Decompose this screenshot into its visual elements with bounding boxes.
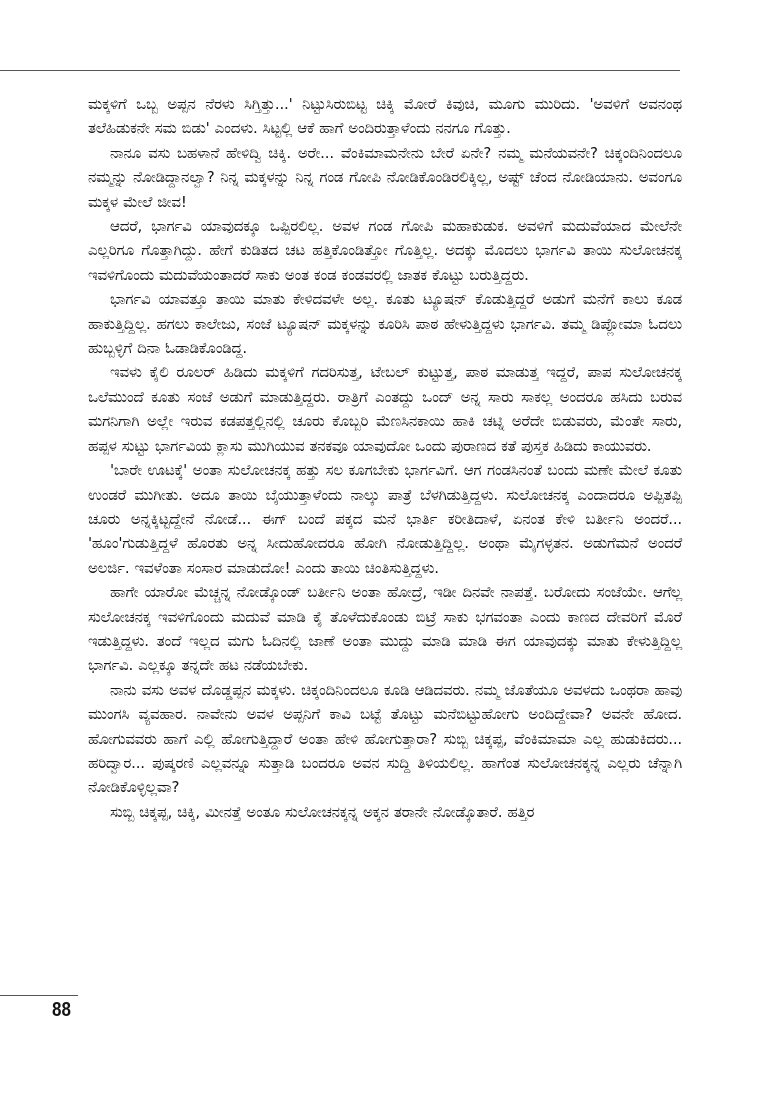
paragraph: ನಾನು ವಸು ಅವಳ ದೊಡ್ಡಪ್ಪನ ಮಕ್ಕಳು. ಚಿಕ್ಕಂದಿನಿಂದಲೂ ಕೂಡಿ ಆಡಿದವರು. ನಮ್ಮ ಜೊತೆಯೂ ಅವಳದು ಒಂಥರಾ ಹಾವು ಮುಂಗಸಿ ವ್ಯವಹಾರ. ನಾವೇನು ಅವಳ ಅಪ್ಪನಿಗೆ ಕಾವಿ ಬಟ್ಟೆ ತೊಟ್ಟು ಮನೆಬಿಟ್ಟುಹೋಗು ಅಂದಿದ್ದೇವಾ? ಅವನೇ ಹೋದ. ಹೋಗುವವರು ಹಾಗೆ ಎಲ್ಲಿ ಹೋಗುತ್ತಿದ್ದಾರೆ ಅಂತಾ ಹೇಳಿ ಹೋಗುತ್ತಾರಾ? ಸುಬ್ಬಿ ಚಿಕ್ಕಪ್ಪ, ವೆಂಕಿಮಾಮಾ ಎಲ್ಲ ಹುಡುಕಿದರು... ಹರಿದ್ವಾರ... ಪುಷ್ಕರಣಿ ಎಲ್ಲವನ್ನೂ ಸುತ್ತಾಡಿ ಬಂದರೂ ಅವನ ಸುದ್ದಿ ತಿಳಿಯಲಿಲ್ಲ. ಹಾಗೆಂತ ಸುಲೋಚನಕ್ಕನ್ನ ಎಲ್ಲರು ಚೆನ್ನಾಗಿ ನೋಡಿಕೊಳ್ಳಿಲ್ಲವಾ? [88, 680, 682, 797]
paragraph: ಇವಳು ಕೈಲಿ ರೂಲರ್ ಹಿಡಿದು ಮಕ್ಕಳಿಗೆ ಗದರಿಸುತ್ತ, ಟೇಬಲ್ ಕುಟ್ಟುತ್ತ, ಪಾಠ ಮಾಡುತ್ತ ಇದ್ದರೆ, ಪಾಪ ಸುಲೋಚನಕ್ಕ ಒಲೆಮುಂದೆ ಕೂತು ಸಂಜೆ ಅಡುಗೆ ಮಾಡುತ್ತಿದ್ದರು. ರಾತ್ರಿಗೆ ಎಂತದ್ದು ಒಂದ್ ಅನ್ನ ಸಾರು ಸಾಕಲ್ಲ ಅಂದರೂ ಹಸಿದು ಬರುವ ಮಗನಿಗಾಗಿ ಅಲ್ಲೇ ಇರುವ ಕಡಪತ್ತಲ್ಲಿನಲ್ಲಿ ಚೂರು ಕೊಬ್ಬರಿ ಮೆಣಸಿನಕಾಯಿ ಹಾಕಿ ಚಟ್ನಿ ಅರೆದೇ ಬಿಡುವರು, ಮೆಂತೇ ಸಾರು, ಹಪ್ಪಳ ಸುಟ್ಟು ಭಾರ್ಗವಿಯ ಕ್ಲಾಸು ಮುಗಿಯುವ ತನಕವೂ ಯಾವುದೋ ಒಂದು ಪುರಾಣದ ಕತೆ ಪುಸ್ತಕ ಹಿಡಿದು ಕಾಯುವರು. [88, 363, 682, 455]
paragraph: ಆದರೆ, ಭಾರ್ಗವಿ ಯಾವುದಕ್ಕೂ ಒಪ್ಪಿರಲಿಲ್ಲ. ಅವಳ ಗಂಡ ಗೋಪಿ ಮಹಾಕುಡುಕ. ಅವಳಿಗೆ ಮದುವೆಯಾದ ಮೇಲೆನೇ ಎಲ್ಲರಿಗೂ ಗೊತ್ತಾಗಿದ್ದು. ಹೇಗೆ ಕುಡಿತದ ಚಟ ಹತ್ತಿಕೊಂಡಿತ್ತೋ ಗೊತ್ತಿಲ್ಲ. ಅದಕ್ಕು ಮೊದಲು ಭಾರ್ಗವಿ ತಾಯಿ ಸುಲೋಚನಕ್ಕ ಇವಳಿಗೊಂದು ಮದುವೆಯಂತಾದರೆ ಸಾಕು ಅಂತ ಕಂಡ ಕಂಡವರಲ್ಲಿ ಜಾತಕ ಕೊಟ್ಟು ಬರುತ್ತಿದ್ದರು. [88, 217, 682, 284]
paragraph: 'ಬಾರೇ ಊಟಕ್ಕೆ' ಅಂತಾ ಸುಲೋಚನಕ್ಕ ಹತ್ತು ಸಲ ಕೂಗಬೇಕು ಭಾರ್ಗವಿಗೆ. ಆಗ ಗಂಡಸಿನಂತೆ ಬಂದು ಮಣೇ ಮೇಲೆ ಕೂತು ಉಂಡರೆ ಮುಗೀತು. ಅದೂ ತಾಯಿ ಬೈಯುತ್ತಾಳೆಂದು ನಾಲ್ಕು ಪಾತ್ರೆ ಬೆಳಗಿಡುತ್ತಿದ್ದಳು. ಸುಲೋಚನಕ್ಕ ಎಂದಾದರೂ ಅಪ್ಪಿತಪ್ಪಿ ಚೂರು ಅನ್ನಕ್ಕಿಟ್ಟದ್ದೇನೆ ನೋಡೆ... ಈಗ್ ಬಂದೆ ಪಕ್ಕದ ಮನೆ ಭಾರ್ತಿ ಕರೀತಿದಾಳೆ, ಏನಂತ ಕೇಳಿ ಬರ್ತೀನಿ ಅಂದರೆ... 'ಹೂಂ'ಗುಡುತ್ತಿದ್ದಳೆ ಹೊರತು ಅನ್ನ ಸೀದುಹೋದರೂ ಹೋಗಿ ನೋಡುತ್ತಿದ್ದಿಲ್ಲ. ಅಂಥಾ ಮೈಗಳ್ಳತನ. ಅಡುಗೆಮನೆ ಅಂದರೆ ಅಲರ್ಜಿ. ಇವಳೆಂತಾ ಸಂಸಾರ ಮಾಡುದೋ! ಎಂದು ತಾಯಿ ಚಿಂತಿಸುತ್ತಿದ್ದಳು. [88, 461, 682, 577]
paragraph: ಹಾಗೇ ಯಾರೋ ಮೆಚ್ಚನ್ನ ನೋಡ್ಕೊಂಡ್ ಬರ್ತೀನಿ ಅಂತಾ ಹೋದ್ರೆ, ಇಡೀ ದಿನವೇ ನಾಪತ್ತೆ. ಬರೋದು ಸಂಜೆಯೇ. ಆಗೆಲ್ಲ ಸುಲೋಚನಕ್ಕ ಇವಳಿಗೊಂದು ಮದುವೆ ಮಾಡಿ ಕೈ ತೊಳೆದುಕೊಂಡು ಬಿಟ್ರೆ ಸಾಕು ಭಗವಂತಾ ಎಂದು ಕಾಣದ ದೇವರಿಗೆ ಮೊರೆ ಇಡುತ್ತಿದ್ದಳು. ತಂದೆ ಇಲ್ಲದ ಮಗು ಓದಿನಲ್ಲಿ ಜಾಣೆ ಅಂತಾ ಮುದ್ದು ಮಾಡಿ ಮಾಡಿ ಈಗ ಯಾವುದಕ್ಕು ಮಾತು ಕೇಳುತ್ತಿದ್ದಿಲ್ಲ ಭಾರ್ಗವಿ. ಎಲ್ಲಕ್ಕೂ ತನ್ನದೇ ಹಟ ನಡೆಯಬೇಕು. [88, 583, 682, 675]
paragraph: ನಾನೂ ವಸು ಬಹಳಾನೆ ಹೇಳಿದ್ವಿ ಚಿಕ್ಕಿ. ಅರೇ... ವೆಂಕಿಮಾಮನೇನು ಬೇರೆ ಏನೇ? ನಮ್ಮ ಮನೆಯವನೇ? ಚಿಕ್ಕಂದಿನಿಂದಲೂ ನಮ್ಮನ್ನು ನೋಡಿದ್ದಾನಲ್ವಾ? ನಿನ್ನ ಮಕ್ಕಳನ್ನು ನಿನ್ನ ಗಂಡ ಗೋಪಿ ನೋಡಿಕೊಂಡಿರಲಿಕ್ಕಿಲ್ಲ, ಅಷ್ಟ್ ಚೆಂದ ನೋಡಿಯಾನು. ಅವಂಗೂ ಮಕ್ಕಳ ಮೇಲೆ ಜೀವ! [88, 143, 682, 211]
body-text [88, 92, 682, 824]
page-number: 88 [52, 999, 71, 1021]
paragraph: ಮಕ್ಕಳಿಗೆ ಒಬ್ಬ ಅಪ್ಪನ ನೆರಳು ಸಿಗ್ತಿತ್ತು...' ನಿಟ್ಟುಸಿರುಬಿಟ್ಟ ಚಿಕ್ಕಿ ಮೋರೆ ಕಿವುಚಿ, ಮೂಗು ಮುರಿದು. 'ಅವಳಿಗೆ ಅವನಂಥ ತಲೆಹಿಡುಕನೇ ಸಮ ಬಿಡು' ಎಂದಳು. ಸಿಟ್ಟಲ್ಲಿ ಆಕೆ ಹಾಗೆ ಅಂದಿರುತ್ತಾಳೆಂದು ನನಗೂ ಗೊತ್ತು. [88, 95, 682, 138]
header-rule [0, 70, 680, 71]
paragraph: ಸುಬ್ಬಿ ಚಿಕ್ಕಪ್ಪ, ಚಿಕ್ಕಿ, ಮೀನತ್ತೆ ಅಂತೂ ಸುಲೋಚನಕ್ಕನ್ನ ಅಕ್ಕನ ತರಾನೇ ನೋಡ್ಕೊತಾರೆ. ಹತ್ತಿರ [110, 802, 535, 821]
paragraph: ಭಾರ್ಗವಿ ಯಾವತ್ತೂ ತಾಯಿ ಮಾತು ಕೇಳಿದವಳೇ ಅಲ್ಲ. ಕೂತು ಟ್ಯೂಷನ್ ಕೊಡುತ್ತಿದ್ದರೆ ಅಡುಗೆ ಮನೆಗೆ ಕಾಲು ಕೂಡ ಹಾಕುತ್ತಿದ್ದಿಲ್ಲ. ಹಗಲು ಕಾಲೇಜು, ಸಂಜೆ ಟ್ಯೂಷನ್ ಮಕ್ಕಳನ್ನು ಕೂರಿಸಿ ಪಾಠ ಹೇಳುತ್ತಿದ್ದಳು ಭಾರ್ಗವಿ. ತಮ್ಮ ಡಿಪ್ಲೋಮಾ ಓದಲು ಹುಬ್ಬಳ್ಳಿಗೆ ದಿನಾ ಓಡಾಡಿಕೊಂಡಿದ್ದ. [88, 290, 682, 358]
folio-rule [0, 995, 78, 996]
